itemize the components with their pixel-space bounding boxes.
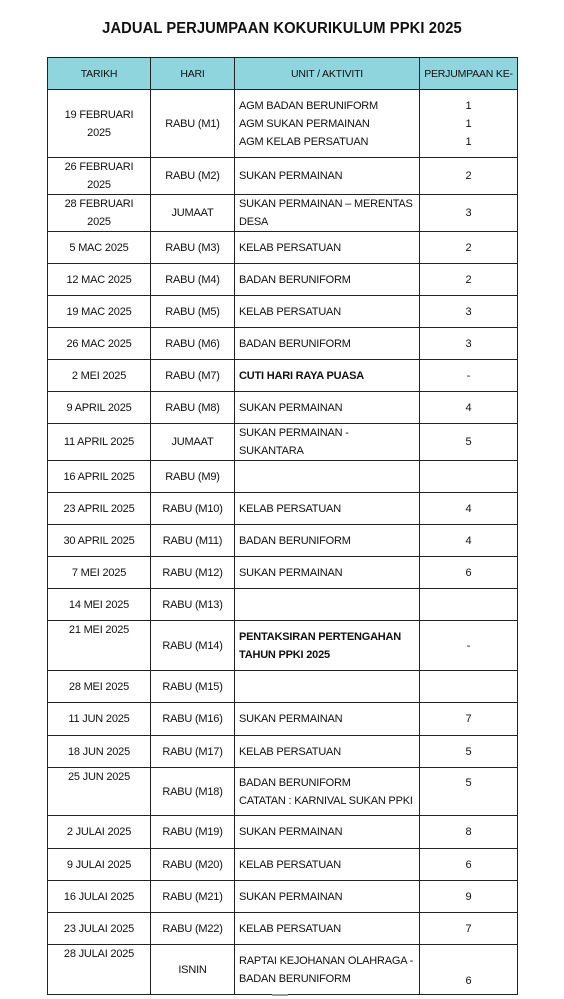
cell-hari: JUMAAT	[151, 424, 235, 461]
cell-hari: RABU (M12)	[151, 557, 235, 589]
cell-perjumpaan	[420, 621, 518, 671]
perjumpaan-value: 4	[465, 534, 472, 547]
cell-unit	[235, 424, 420, 461]
table-row	[48, 881, 518, 913]
cell-unit	[235, 671, 420, 703]
cell-hari: ISNIN	[151, 945, 235, 995]
cell-hari: RABU (M18)	[151, 768, 235, 816]
unit-line: SUKAN PERMAINAN - SUKANTARA	[239, 427, 349, 457]
cell-tarikh: 18 JUN 2025	[48, 736, 151, 768]
cell-unit	[235, 195, 420, 232]
cell-tarikh: 7 MEI 2025	[48, 557, 151, 589]
column-header-perjumpaan: PERJUMPAAN KE-	[420, 58, 518, 90]
cell-hari: RABU (M4)	[151, 264, 235, 296]
perjumpaan-value: 3	[465, 207, 472, 219]
cell-hari: RABU (M2)	[151, 158, 235, 195]
cell-hari: RABU (M17)	[151, 736, 235, 768]
cell-unit	[235, 90, 420, 158]
cell-hari: RABU (M22)	[151, 913, 235, 945]
cell-unit	[235, 525, 420, 557]
cell-perjumpaan	[420, 816, 518, 849]
table-row	[48, 557, 518, 589]
cell-perjumpaan	[420, 461, 518, 493]
perjumpaan-value: 6	[465, 858, 472, 871]
perjumpaan-value: 2	[465, 273, 472, 286]
unit-line: RAPTAI KEJOHANAN OLAHRAGA -	[239, 954, 414, 967]
perjumpaan-value: 3	[465, 337, 472, 350]
unit-line: SUKAN PERMAINAN	[239, 890, 343, 903]
column-header-tarikh: TARIKH	[48, 58, 151, 90]
table-row	[48, 913, 518, 945]
table-row	[48, 703, 518, 736]
cell-tarikh: 28 FEBRUARI 2025	[48, 195, 151, 232]
table-row	[48, 589, 518, 621]
page-footer-mark	[272, 994, 288, 996]
cell-tarikh: 11 APRIL 2025	[48, 424, 151, 461]
perjumpaan-value: 2	[465, 170, 472, 182]
cell-perjumpaan	[420, 493, 518, 525]
cell-hari: RABU (M7)	[151, 360, 235, 392]
cell-hari: RABU (M15)	[151, 671, 235, 703]
cell-tarikh: 26 MAC 2025	[48, 328, 151, 360]
unit-line: BADAN BERUNIFORM	[239, 273, 351, 286]
table-row	[48, 158, 518, 195]
cell-perjumpaan	[420, 296, 518, 328]
column-header-unit: UNIT / AKTIVITI	[235, 58, 420, 90]
cell-perjumpaan	[420, 232, 518, 264]
cell-perjumpaan	[420, 945, 518, 995]
unit-line: AGM BADAN BERUNIFORM	[239, 99, 379, 112]
cell-unit	[235, 913, 420, 945]
cell-tarikh: 2 JULAI 2025	[48, 816, 151, 849]
unit-line: BADAN BERUNIFORM	[239, 534, 351, 547]
cell-perjumpaan	[420, 913, 518, 945]
cell-tarikh: 26 FEBRUARI 2025	[48, 158, 151, 195]
perjumpaan-value: 1	[465, 117, 472, 130]
cell-perjumpaan	[420, 392, 518, 424]
unit-line: SUKAN PERMAINAN – MERENTAS DESA	[239, 198, 413, 228]
cell-unit	[235, 296, 420, 328]
page-title: JADUAL PERJUMPAAN KOKURIKULUM PPKI 2025	[102, 20, 462, 37]
cell-tarikh: 5 MAC 2025	[48, 232, 151, 264]
cell-perjumpaan	[420, 360, 518, 392]
cell-perjumpaan	[420, 264, 518, 296]
table-row	[48, 90, 518, 158]
unit-line: BADAN BERUNIFORM	[239, 776, 351, 789]
table-row	[48, 849, 518, 881]
cell-perjumpaan	[420, 328, 518, 360]
table-row	[48, 195, 518, 232]
cell-perjumpaan	[420, 424, 518, 461]
cell-tarikh: 12 MAC 2025	[48, 264, 151, 296]
cell-hari: RABU (M5)	[151, 296, 235, 328]
cell-tarikh: 9 JULAI 2025	[48, 849, 151, 881]
unit-line: KELAB PERSATUAN	[239, 922, 341, 935]
cell-tarikh: 23 APRIL 2025	[48, 493, 151, 525]
cell-unit	[235, 232, 420, 264]
unit-line: BADAN BERUNIFORM	[239, 337, 351, 350]
cell-perjumpaan	[420, 849, 518, 881]
cell-tarikh: 28 MEI 2025	[48, 671, 151, 703]
cell-hari: RABU (M10)	[151, 493, 235, 525]
unit-line: KELAB PERSATUAN	[239, 305, 341, 318]
cell-tarikh: 16 APRIL 2025	[48, 461, 151, 493]
cell-hari: RABU (M8)	[151, 392, 235, 424]
table-row	[48, 736, 518, 768]
cell-tarikh: 2 MEI 2025	[48, 360, 151, 392]
perjumpaan-value: 5	[465, 745, 472, 758]
cell-unit	[235, 703, 420, 736]
cell-hari: RABU (M11)	[151, 525, 235, 557]
perjumpaan-value: 7	[465, 922, 472, 935]
cell-hari: RABU (M21)	[151, 881, 235, 913]
table-row	[48, 360, 518, 392]
cell-tarikh: 19 FEBRUARI 2025	[48, 90, 151, 158]
cell-perjumpaan	[420, 158, 518, 195]
cell-unit	[235, 461, 420, 493]
unit-line: BADAN BERUNIFORM	[239, 972, 351, 985]
cell-tarikh: 30 APRIL 2025	[48, 525, 151, 557]
table-header-row	[48, 58, 518, 90]
unit-line: TAHUN PPKI 2025	[239, 648, 330, 661]
perjumpaan-value: 5	[465, 436, 472, 448]
cell-hari: RABU (M6)	[151, 328, 235, 360]
perjumpaan-value: 4	[465, 502, 472, 515]
cell-tarikh: 19 MAC 2025	[48, 296, 151, 328]
cell-hari: RABU (M9)	[151, 461, 235, 493]
unit-line: KELAB PERSATUAN	[239, 241, 341, 254]
cell-hari: RABU (M13)	[151, 589, 235, 621]
cell-perjumpaan	[420, 90, 518, 158]
cell-unit	[235, 945, 420, 995]
perjumpaan-value: 3	[465, 305, 472, 318]
cell-hari: RABU (M20)	[151, 849, 235, 881]
cell-unit	[235, 768, 420, 816]
table-row	[48, 493, 518, 525]
cell-perjumpaan	[420, 525, 518, 557]
perjumpaan-value: -	[466, 639, 471, 652]
cell-unit	[235, 557, 420, 589]
unit-line: CUTI HARI RAYA PUASA	[239, 369, 364, 382]
cell-perjumpaan	[420, 881, 518, 913]
table-row	[48, 296, 518, 328]
perjumpaan-value: 1	[465, 99, 472, 112]
perjumpaan-value: 6	[465, 975, 472, 987]
table-body	[48, 90, 518, 995]
column-header-hari: HARI	[151, 58, 235, 90]
unit-line: KELAB PERSATUAN	[239, 858, 341, 871]
unit-line: SUKAN PERMAINAN	[239, 826, 343, 838]
table-row	[48, 461, 518, 493]
cell-tarikh: 23 JULAI 2025	[48, 913, 151, 945]
cell-unit	[235, 736, 420, 768]
unit-line: PENTAKSIRAN PERTENGAHAN	[239, 630, 402, 643]
unit-line: AGM KELAB PERSATUAN	[239, 135, 369, 148]
perjumpaan-value: 2	[465, 241, 472, 254]
cell-perjumpaan	[420, 589, 518, 621]
table-row	[48, 424, 518, 461]
table-row	[48, 264, 518, 296]
table-row	[48, 525, 518, 557]
cell-unit	[235, 264, 420, 296]
table-row	[48, 768, 518, 816]
cell-hari: RABU (M16)	[151, 703, 235, 736]
cell-unit	[235, 849, 420, 881]
perjumpaan-value: 8	[465, 826, 472, 838]
unit-line: AGM SUKAN PERMAINAN	[239, 117, 370, 130]
cell-unit	[235, 589, 420, 621]
schedule-table	[47, 57, 518, 995]
cell-unit	[235, 493, 420, 525]
cell-tarikh: 16 JULAI 2025	[48, 881, 151, 913]
unit-line: SUKAN PERMAINAN	[239, 170, 343, 182]
table-row	[48, 816, 518, 849]
unit-line: SUKAN PERMAINAN	[239, 401, 343, 414]
perjumpaan-value: 1	[465, 135, 472, 148]
cell-tarikh: 25 JUN 2025	[48, 768, 151, 816]
cell-tarikh: 14 MEI 2025	[48, 589, 151, 621]
cell-unit	[235, 360, 420, 392]
cell-unit	[235, 816, 420, 849]
perjumpaan-value: -	[466, 369, 471, 382]
perjumpaan-value: 4	[465, 401, 472, 414]
unit-line: CATATAN : KARNIVAL SUKAN PPKI	[239, 794, 413, 807]
table-row	[48, 232, 518, 264]
table-row	[48, 621, 518, 671]
unit-line: KELAB PERSATUAN	[239, 502, 341, 515]
cell-perjumpaan	[420, 736, 518, 768]
perjumpaan-value: 9	[465, 890, 472, 903]
cell-perjumpaan	[420, 557, 518, 589]
perjumpaan-value: 7	[465, 713, 472, 725]
cell-hari: RABU (M3)	[151, 232, 235, 264]
unit-line: KELAB PERSATUAN	[239, 745, 341, 758]
cell-tarikh: 11 JUN 2025	[48, 703, 151, 736]
cell-hari: RABU (M14)	[151, 621, 235, 671]
cell-perjumpaan	[420, 195, 518, 232]
table-row	[48, 671, 518, 703]
cell-tarikh: 21 MEI 2025	[48, 621, 151, 671]
table-row	[48, 392, 518, 424]
cell-tarikh: 28 JULAI 2025	[48, 945, 151, 995]
cell-hari: RABU (M19)	[151, 816, 235, 849]
cell-unit	[235, 158, 420, 195]
cell-perjumpaan	[420, 768, 518, 816]
cell-hari: RABU (M1)	[151, 90, 235, 158]
table-row	[48, 328, 518, 360]
perjumpaan-value: 6	[465, 566, 472, 579]
cell-unit	[235, 621, 420, 671]
cell-unit	[235, 881, 420, 913]
cell-unit	[235, 328, 420, 360]
cell-perjumpaan	[420, 703, 518, 736]
unit-line: SUKAN PERMAINAN	[239, 713, 343, 725]
cell-hari: JUMAAT	[151, 195, 235, 232]
table-row	[48, 945, 518, 995]
unit-line: SUKAN PERMAINAN	[239, 566, 343, 579]
perjumpaan-value: 5	[465, 777, 472, 789]
cell-tarikh: 9 APRIL 2025	[48, 392, 151, 424]
cell-perjumpaan	[420, 671, 518, 703]
cell-unit	[235, 392, 420, 424]
